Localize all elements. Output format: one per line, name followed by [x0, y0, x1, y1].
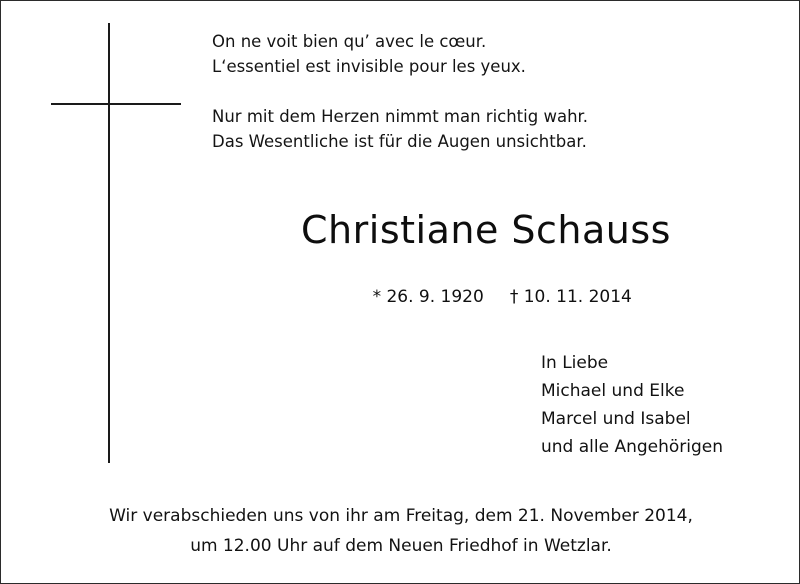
deceased-name-block [201, 207, 771, 327]
quote-german [212, 104, 772, 154]
farewell-line-2: um 12.00 Uhr auf dem Neuen Friedhof in Wetzlar. [190, 536, 612, 556]
cross-horizontal-bar [51, 103, 181, 105]
family-line-4: und alle Angehörigen [541, 437, 724, 457]
cross-icon [51, 23, 181, 463]
family-line-1: In Liebe [541, 353, 609, 373]
quote-german-line-2: Das Wesentliche ist für die Augen unsichtbar. [212, 132, 587, 151]
birth-date: * 26. 9. 1920 [372, 287, 484, 307]
quotation-section [212, 29, 772, 154]
family-line-2: Michael und Elke [541, 381, 685, 401]
farewell-section [31, 501, 771, 561]
quote-french [212, 29, 772, 79]
deceased-name: Christiane Schauss [301, 208, 671, 252]
death-date: † 10. 11. 2014 [509, 287, 632, 307]
quote-german-line-1: Nur mit dem Herzen nimmt man richtig wahr. [212, 107, 589, 126]
cross-vertical-bar [108, 23, 110, 463]
farewell-line-1: Wir verabschieden uns von ihr am Freitag, dem 21. November 2014, [109, 506, 693, 526]
quote-french-line-1: On ne voit bien qu’ avec le cœur. [212, 32, 487, 51]
family-section [541, 349, 781, 461]
family-line-3: Marcel und Isabel [541, 409, 691, 429]
quote-french-line-2: L‘essentiel est invisible pour les yeux. [212, 57, 526, 76]
life-dates [201, 267, 771, 327]
